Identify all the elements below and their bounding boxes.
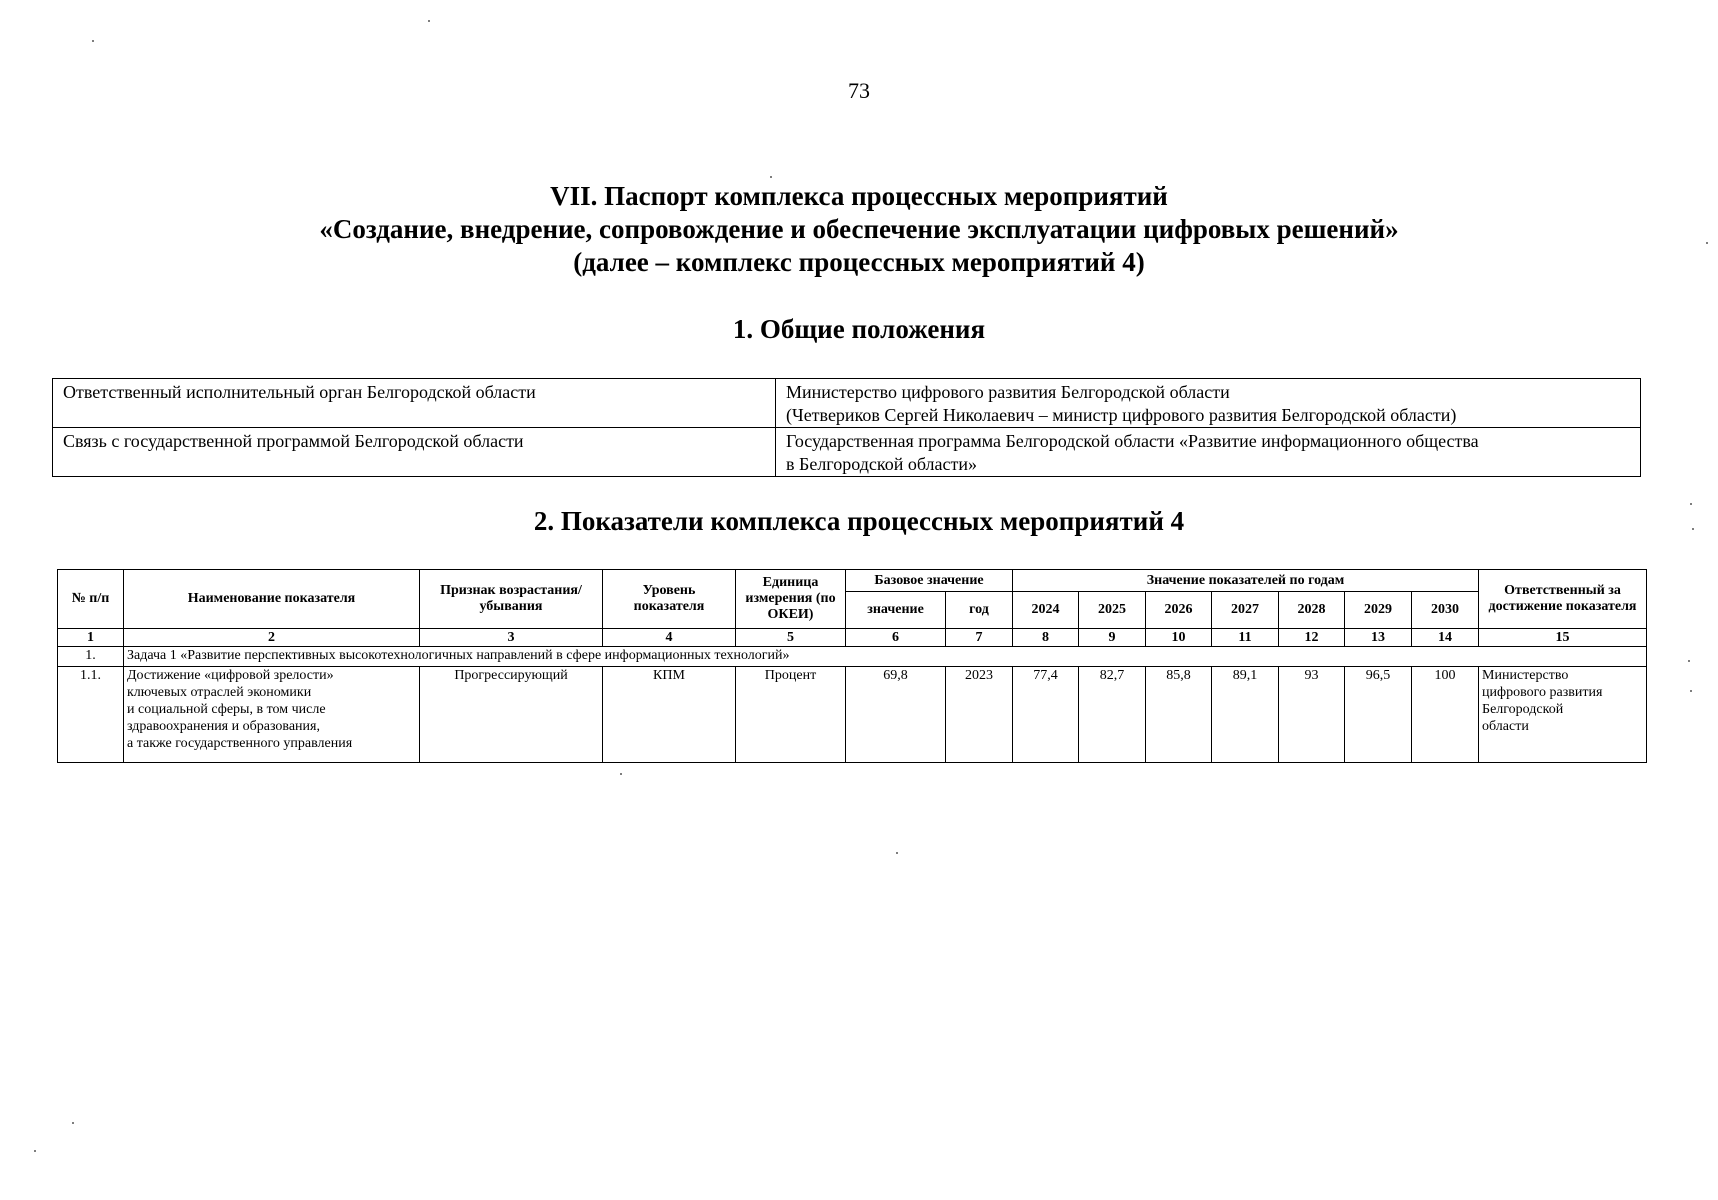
program-link-label: Связь с государственной программой Белгородской области xyxy=(53,428,776,477)
column-number: 5 xyxy=(736,629,846,647)
year-value: 77,4 xyxy=(1013,667,1079,763)
responsible-line: Белгородской xyxy=(1482,702,1564,717)
value-line: (Четвериков Сергей Николаевич – министр цифрового развития Белгородской области) xyxy=(786,405,1457,425)
indicator-unit: Процент xyxy=(736,667,846,763)
indicator-trend: Прогрессирующий xyxy=(420,667,603,763)
section-2-heading: 2. Показатели комплекса процессных мероприятий 4 xyxy=(533,506,1185,536)
indicator-level: КПМ xyxy=(603,667,736,763)
header-year: 2028 xyxy=(1279,592,1345,629)
column-number: 14 xyxy=(1412,629,1479,647)
column-number-row xyxy=(58,629,1647,647)
scan-speck xyxy=(770,176,772,178)
header-base: Базовое значение xyxy=(846,570,1013,592)
base-value: 69,8 xyxy=(846,667,946,763)
year-value: 100 xyxy=(1412,667,1479,763)
indicator-name-line: здравоохранения и образования, xyxy=(127,719,320,734)
column-number: 12 xyxy=(1279,629,1345,647)
document-title xyxy=(0,180,1718,279)
header-unit: Единица измерения (по ОКЕИ) xyxy=(736,570,846,629)
header-year: 2024 xyxy=(1013,592,1079,629)
scan-speck xyxy=(34,1150,36,1152)
header-num: № п/п xyxy=(58,570,124,629)
general-provisions-table xyxy=(52,378,1641,477)
header-year: 2027 xyxy=(1212,592,1279,629)
table-row xyxy=(53,428,1641,477)
scan-speck xyxy=(1706,242,1708,244)
scan-speck xyxy=(92,40,94,42)
year-value: 96,5 xyxy=(1345,667,1412,763)
page-number: 73 xyxy=(848,78,870,103)
header-year: 2026 xyxy=(1146,592,1212,629)
header-base-value: значение xyxy=(846,592,946,629)
program-link-value xyxy=(776,428,1641,477)
indicator-name xyxy=(124,667,420,763)
column-number: 9 xyxy=(1079,629,1146,647)
header-years-group: Значение показателей по годам xyxy=(1013,570,1479,592)
value-line: в Белгородской области» xyxy=(786,454,978,474)
title-line-3: (далее – комплекс процессных мероприятий 4) xyxy=(573,247,1145,277)
row-num: 1.1. xyxy=(58,667,124,763)
indicators-table xyxy=(57,569,1647,763)
column-number: 2 xyxy=(124,629,420,647)
section-1-heading: 1. Общие положения xyxy=(732,314,986,344)
header-year: 2030 xyxy=(1412,592,1479,629)
year-value: 89,1 xyxy=(1212,667,1279,763)
indicator-name-line: а также государственного управления xyxy=(127,736,353,751)
column-number: 6 xyxy=(846,629,946,647)
title-line-2: «Создание, внедрение, сопровождение и обеспечение эксплуатации цифровых решений» xyxy=(319,214,1399,244)
column-number: 4 xyxy=(603,629,736,647)
responsible-line: цифрового развития xyxy=(1482,685,1603,700)
header-level: Уровень показателя xyxy=(603,570,736,629)
scan-speck xyxy=(1688,660,1690,662)
header-base-year: год xyxy=(946,592,1013,629)
scan-speck xyxy=(896,852,898,854)
task-num: 1. xyxy=(58,647,124,667)
responsible-body-label: Ответственный исполнительный орган Белгородской области xyxy=(53,379,776,428)
value-line: Государственная программа Белгородской области «Развитие информационного общества xyxy=(786,431,1479,451)
responsible-line: Министерство xyxy=(1482,668,1569,683)
year-value: 93 xyxy=(1279,667,1345,763)
scan-speck xyxy=(72,1122,74,1124)
year-value: 85,8 xyxy=(1146,667,1212,763)
base-year: 2023 xyxy=(946,667,1013,763)
column-number: 15 xyxy=(1479,629,1647,647)
column-number: 10 xyxy=(1146,629,1212,647)
table-row xyxy=(53,379,1641,428)
scan-speck xyxy=(1690,690,1692,692)
responsible-body-value xyxy=(776,379,1641,428)
indicator-name-line: ключевых отраслей экономики xyxy=(127,685,312,700)
responsible-line: области xyxy=(1482,719,1529,734)
column-number: 3 xyxy=(420,629,603,647)
indicator-name-line: и социальной сферы, в том числе xyxy=(127,702,326,717)
scan-speck xyxy=(620,773,622,775)
indicator-name-line: Достижение «цифровой зрелости» xyxy=(127,668,334,683)
column-number: 13 xyxy=(1345,629,1412,647)
year-value: 82,7 xyxy=(1079,667,1146,763)
column-number: 7 xyxy=(946,629,1013,647)
table-row xyxy=(58,667,1647,763)
column-number: 1 xyxy=(58,629,124,647)
task-row xyxy=(58,647,1647,667)
header-responsible: Ответственный за достижение показателя xyxy=(1479,570,1647,629)
task-text: Задача 1 «Развитие перспективных высокотехнологичных направлений в сфере информационных технологий» xyxy=(124,647,1647,667)
responsible-party xyxy=(1479,667,1647,763)
header-year: 2025 xyxy=(1079,592,1146,629)
column-number: 8 xyxy=(1013,629,1079,647)
header-year: 2029 xyxy=(1345,592,1412,629)
value-line: Министерство цифрового развития Белгородской области xyxy=(786,382,1230,402)
header-row xyxy=(58,570,1647,592)
header-trend: Признак возрастания/ убывания xyxy=(420,570,603,629)
scan-speck xyxy=(1690,503,1692,505)
scan-speck xyxy=(1692,528,1694,530)
column-number: 11 xyxy=(1212,629,1279,647)
scan-speck xyxy=(428,20,430,22)
header-name: Наименование показателя xyxy=(124,570,420,629)
title-line-1: VII. Паспорт комплекса процессных мероприятий xyxy=(550,181,1168,211)
